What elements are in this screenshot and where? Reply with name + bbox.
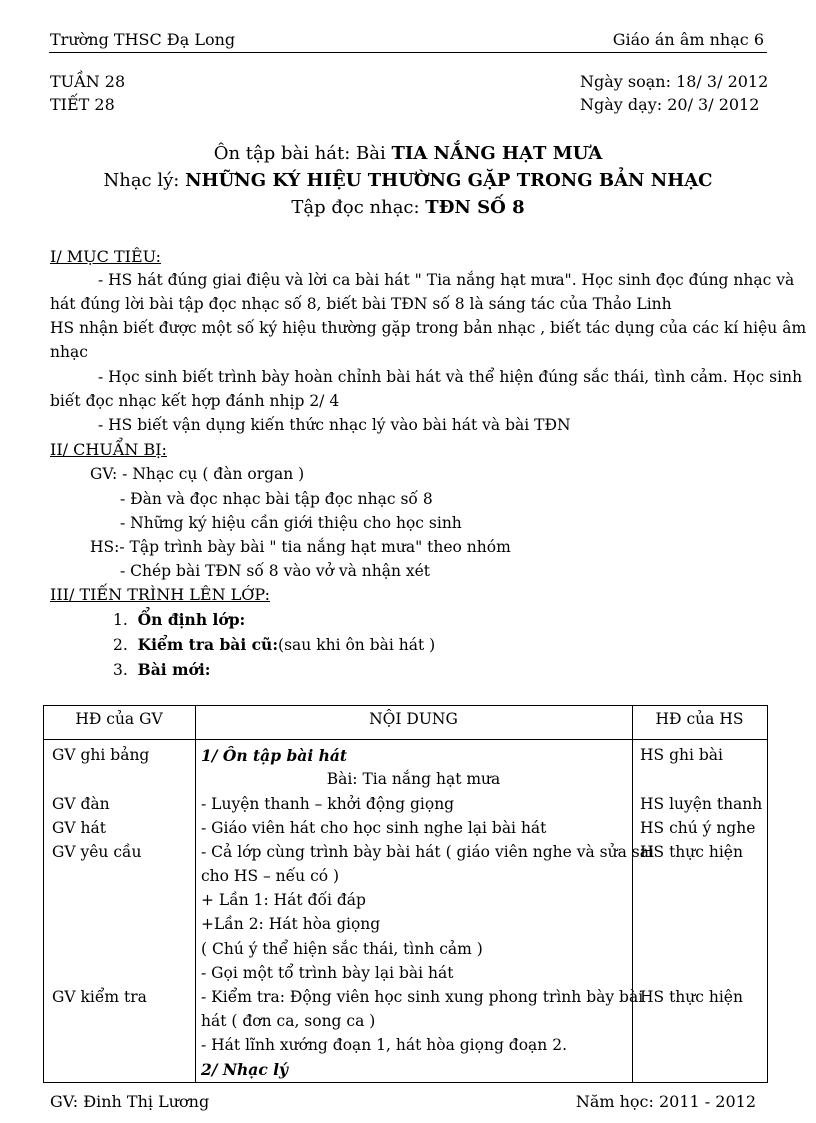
procedure-step	[113, 610, 245, 629]
content-line: - Giáo viên hát cho học sinh nghe lại bài hát	[201, 819, 547, 837]
objective-line: HS nhận biết được một số ký hiệu thường gặp trong bản nhạc , biết tác dụng của các kí hiệu âm	[50, 319, 807, 337]
lesson-number: TIẾT 28	[50, 95, 115, 114]
prep-date: Ngày soạn: 18/ 3/ 2012	[580, 72, 769, 91]
step-note: (sau khi ôn bài hát )	[278, 636, 436, 654]
week-label: TUẦN 28	[50, 72, 126, 91]
content-line: - Cả lớp cùng trình bày bài hát ( giáo viên nghe và sửa sai	[201, 843, 654, 861]
gv-activity: GV ghi bảng	[52, 746, 150, 764]
content-line: hát ( đơn ca, song ca )	[201, 1012, 376, 1030]
table-header-divider	[43, 739, 768, 740]
lesson-title-3	[0, 197, 816, 218]
step-label: Bài mới:	[137, 660, 211, 679]
objective-line: biết đọc nhạc kết hợp đánh nhịp 2/ 4	[50, 392, 340, 410]
content-song-title: Bài: Tia nắng hạt mưa	[326, 770, 501, 788]
lesson-title-2	[0, 170, 816, 191]
preparation-line: HS:- Tập trình bày bài " tia nắng hạt mưa" theo nhóm	[90, 538, 511, 556]
title-3-prefix: Tập đọc nhạc:	[291, 197, 426, 218]
step-label: Kiểm tra bài cũ:	[137, 635, 279, 654]
hs-activity: HS luyện thanh	[640, 795, 763, 813]
header-subject: Giáo án âm nhạc 6	[612, 30, 764, 49]
preparation-line: - Những ký hiệu cần giới thiệu cho học sinh	[120, 514, 462, 532]
gv-activity: GV đàn	[52, 795, 110, 813]
procedure-step	[113, 635, 435, 654]
table-border-bottom	[43, 1082, 768, 1083]
footer-teacher: GV: Đinh Thị Lương	[50, 1092, 210, 1111]
content-line: - Kiểm tra: Động viên học sinh xung phong trình bày bài	[201, 988, 644, 1006]
preparation-line: - Chép bài TĐN số 8 vào vở và nhận xét	[120, 562, 431, 580]
objective-line: - Học sinh biết trình bày hoàn chỉnh bài hát và thể hiện đúng sắc thái, tình cảm. Học sinh	[98, 368, 803, 386]
hs-activity: HS ghi bài	[640, 746, 723, 764]
table-border-right	[767, 705, 768, 1083]
hs-activity: HS chú ý nghe	[640, 819, 756, 837]
step-number: 3.	[113, 661, 128, 679]
title-1-main: TIA NẮNG HẠT MƯA	[391, 143, 603, 164]
title-2-main: NHỮNG KÝ HIỆU THƯỜNG GẶP TRONG BẢN NHẠC	[185, 170, 713, 191]
objective-line: - HS biết vận dụng kiến thức nhạc lý vào bài hát và bài TĐN	[98, 416, 571, 434]
content-subheading-review: 1/ Ôn tập bài hát	[201, 746, 348, 765]
header-school: Trường THSC Đạ Long	[50, 30, 236, 49]
gv-activity: GV hát	[52, 819, 106, 837]
content-line: +Lần 2: Hát hòa giọng	[201, 915, 381, 933]
title-3-main: TĐN SỐ 8	[425, 197, 525, 218]
gv-activity: GV yêu cầu	[52, 843, 142, 861]
content-line: - Luyện thanh – khởi động giọng	[201, 795, 455, 813]
gv-activity: GV kiểm tra	[52, 988, 147, 1006]
preparation-line: - Đàn và đọc nhạc bài tập đọc nhạc số 8	[120, 490, 433, 508]
content-line: ( Chú ý thể hiện sắc thái, tình cảm )	[201, 940, 483, 958]
step-number: 2.	[113, 636, 128, 654]
content-line: cho HS – nếu có )	[201, 867, 340, 885]
title-2-prefix: Nhạc lý:	[103, 170, 186, 191]
table-border-top	[43, 705, 768, 706]
objective-line: nhạc	[50, 343, 88, 361]
objective-line: - HS hát đúng giai điệu và lời ca bài hát " Tia nắng hạt mưa". Học sinh đọc đúng nhạc và	[98, 271, 795, 289]
content-line: - Gọi một tổ trình bày lại bài hát	[201, 964, 454, 982]
step-label: Ổn định lớp:	[137, 610, 246, 629]
header-rule	[49, 52, 767, 53]
section-preparation-heading: II/ CHUẨN BỊ:	[50, 440, 167, 459]
lesson-title-1	[0, 143, 816, 164]
preparation-line: GV: - Nhạc cụ ( đàn organ )	[90, 465, 305, 483]
objective-line: hát đúng lời bài tập đọc nhạc số 8, biết bài TĐN số 8 là sáng tác của Thảo Linh	[50, 295, 672, 313]
content-subheading-theory: 2/ Nhạc lý	[201, 1060, 289, 1079]
section-objectives-heading: I/ MỤC TIÊU:	[50, 247, 161, 266]
table-col-divider-2	[632, 705, 633, 1083]
content-line: + Lần 1: Hát đối đáp	[201, 891, 366, 909]
table-header-gv: HĐ của GV	[75, 710, 163, 728]
footer-school-year: Năm học: 2011 - 2012	[575, 1092, 756, 1111]
hs-activity: HS thực hiện	[640, 988, 743, 1006]
content-line: - Hát lĩnh xướng đoạn 1, hát hòa giọng đoạn 2.	[201, 1036, 567, 1054]
table-border-left	[43, 705, 44, 1083]
table-col-divider-1	[195, 705, 196, 1083]
title-1-prefix: Ôn tập bài hát: Bài	[213, 143, 392, 164]
table-header-content: NỘI DUNG	[369, 710, 458, 728]
step-number: 1.	[113, 611, 128, 629]
teach-date: Ngày dạy: 20/ 3/ 2012	[580, 95, 760, 114]
table-header-hs: HĐ của HS	[655, 710, 744, 728]
hs-activity: HS thực hiện	[640, 843, 743, 861]
section-procedure-heading: III/ TIẾN TRÌNH LÊN LỚP:	[50, 585, 270, 604]
procedure-step	[113, 660, 210, 679]
